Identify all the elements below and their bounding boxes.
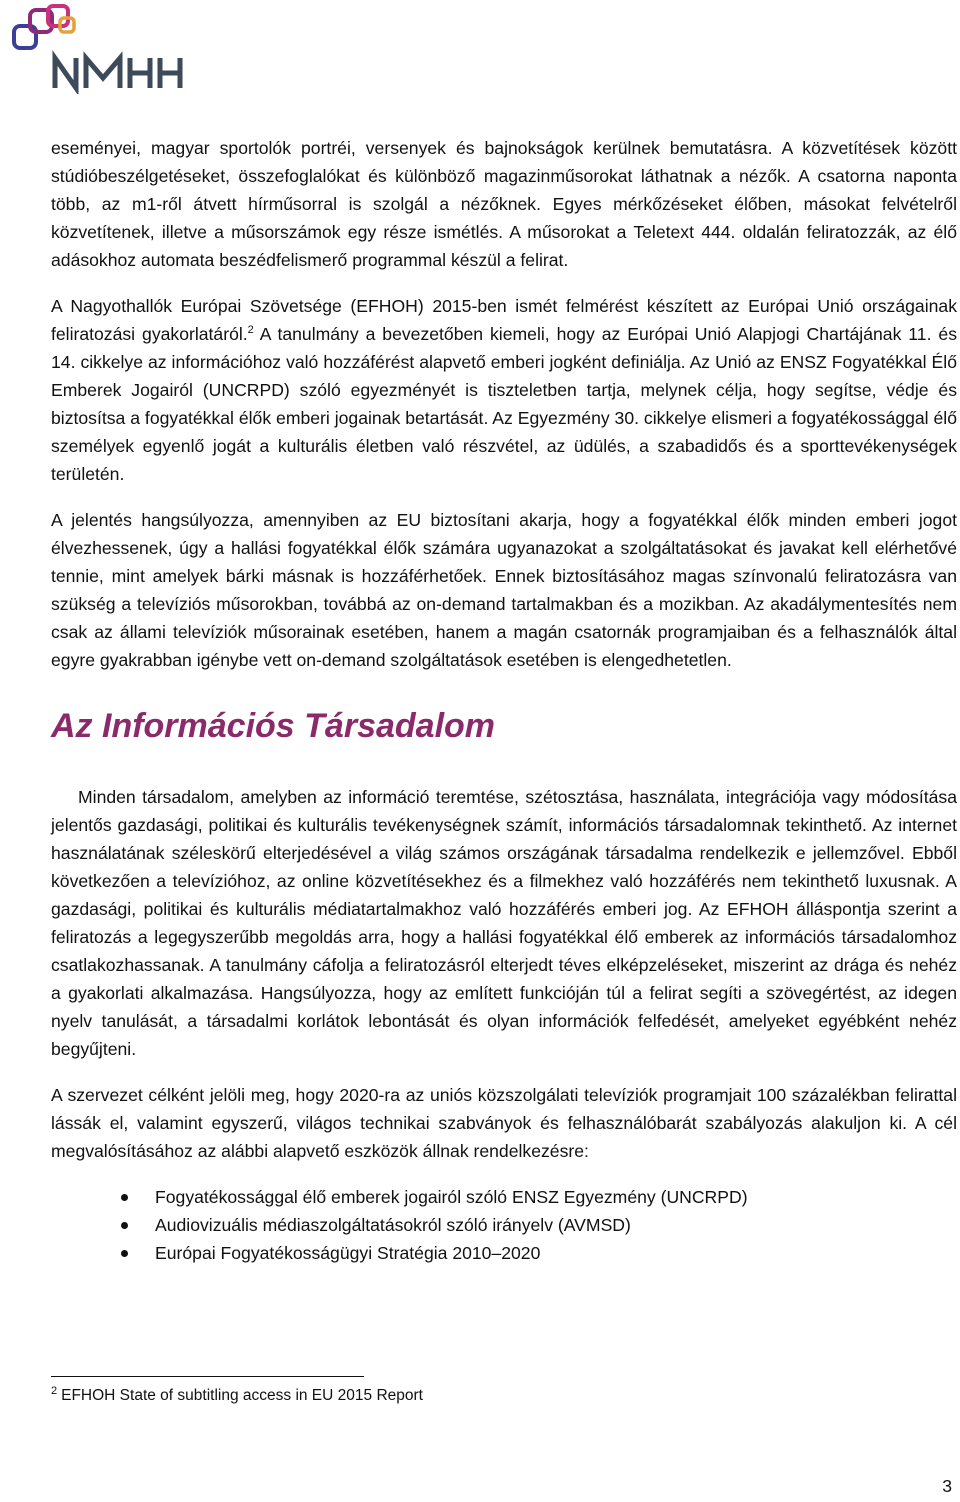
footnote-number: 2: [51, 1384, 58, 1397]
list-item: [51, 1211, 957, 1239]
paragraph-2-part-b: A tanulmány a bevezetőben kiemeli, hogy az Európai Unió Alapjogi Chartájának 11. és 14. cikkelye az információhoz való hozzáférést alapvető emberi jogként definiálja. Az Unió az ENSZ Fogyatékkal Élő Emberek Jogairól (UNCRPD) szóló egyezményét is tiszteletben tartja, melynek célja, hogy segítse, védje és biztosítsa a fogyatékkal élők emberi jogainak betartását. Az Egyezmény 30. cikkelye elismeri a fogyatékossággal élő személyek egyenlő jogát a kulturális életben való részvétel, az üdülés, a szabadidős és a sporttevékenységek területén.: [51, 324, 957, 484]
footnote: [51, 1384, 423, 1408]
list-item: [51, 1183, 957, 1211]
list-item-text: Fogyatékossággal élő emberek jogairól szóló ENSZ Egyezmény (UNCRPD): [155, 1187, 748, 1207]
footnote-separator: [51, 1376, 364, 1377]
paragraph-4: Minden társadalom, amelyben az információ teremtése, szétosztása, használata, integrációja vagy módosítása jelentős gazdasági, politikai és kulturális tevékenységnek számít, információs társadalomnak tekinthető. Az internet használatának széleskörű elterjedésével a világ számos országának társadalma rendelkezik e jellemzővel. Ebből következően a televízióhoz, az online közvetítésekhez és a filmekhez való hozzáférés nem tekinthető luxusnak. A gazdasági, politikai és kulturális médiatartalmakhoz való hozzáférés emberi jog. Az EFHOH álláspontja szerint a feliratozás a legegyszerűbb megoldás arra, hogy a hallási fogyatékkal élő emberek az információs társadalomhoz csatlakozhassanak. A tanulmány cáfolja a feliratozásról elterjedt téves elképzeléseket, miszerint az drága és nehéz a gyakorlati alkalmazása. Hangsúlyozza, hogy az említett funkcióján túl a felirat segíti a szövegértést, az idegen nyelv tanulását, a társadalmi korlátok lebontását és olyan információk felfedését, amelyeket egyébként nehéz begyűjteni.: [51, 787, 957, 1059]
paragraph-5: A szervezet célként jelöli meg, hogy 2020-ra az uniós közszolgálati televíziók programjait 100 százalékban felirattal lássák el, valamint egyszerű, világos technikai szabványok és felhasználóbarát szabályozás alakuljon ki. A cél megvalósításához az alábbi alapvető eszközök állnak rendelkezésre:: [51, 1085, 957, 1161]
bullet-icon: [121, 1194, 128, 1201]
paragraph-3: A jelentés hangsúlyozza, amennyiben az EU biztosítani akarja, hogy a fogyatékkal élők minden emberi jogot élvezhessenek, úgy a hallási fogyatékkal élők számára ugyanazokat a szolgáltatásokat és javakat kell elérhetővé tennie, mint amelyek bárki másnak is hozzáférhetőek. Ennek biztosításához magas színvonalú feliratozásra van szükség a televíziós műsorokban, továbbá az on-demand tartalmakban és a mozikban. Az akadálymentesítés nem csak az állami televíziók műsorainak esetében, hanem a magán csatornák programjaiban és a felhasználók által egyre gyakrabban igénybe vett on-demand szolgáltatások esetében is elengedhetetlen.: [51, 510, 957, 670]
paragraph-2-part-a: A Nagyothallók Európai Szövetsége (EFHOH) 2015-ben ismét felmérést készített az Európai Unió országainak feliratozási gyakorlatáról.: [51, 296, 957, 344]
paragraph-2: [51, 292, 957, 488]
nmhh-logo-graphic: [10, 4, 185, 94]
nmhh-logo: [10, 4, 185, 94]
bullet-list: [51, 1183, 957, 1267]
list-item-text: Európai Fogyatékosságügyi Stratégia 2010–2020: [155, 1243, 541, 1263]
section-heading: Az Információs Társadalom: [51, 707, 496, 745]
footnote-reference[interactable]: 2: [247, 324, 254, 337]
bullet-icon: [121, 1250, 128, 1257]
bullet-icon: [121, 1222, 128, 1229]
list-item-text: Audiovizuális médiaszolgáltatásokról szóló irányelv (AVMSD): [155, 1215, 631, 1235]
footnote-text: EFHOH State of subtitling access in EU 2015 Report: [61, 1387, 423, 1404]
list-item: [51, 1239, 957, 1267]
paragraph-1: eseményei, magyar sportolók portréi, versenyek és bajnokságok kerülnek bemutatásra. A közvetítések között stúdióbeszélgetéseket, összefoglalókat és különböző magazinműsorokat láthatnak a nézők. A csatorna naponta több, az m1-ről átvett hírműsorral is szolgál a nézőknek. Egyes mérkőzéseket élőben, másokat felvételről közvetítenek, illetve a műsorszámok egy része ismétlés. A műsorokat a Teletext 444. oldalán feliratozzák, az élő adásokhoz automata beszédfelismerő programmal készül a felirat.: [51, 138, 957, 270]
page-number: 3: [942, 1476, 952, 1496]
document-body: [51, 134, 957, 1267]
